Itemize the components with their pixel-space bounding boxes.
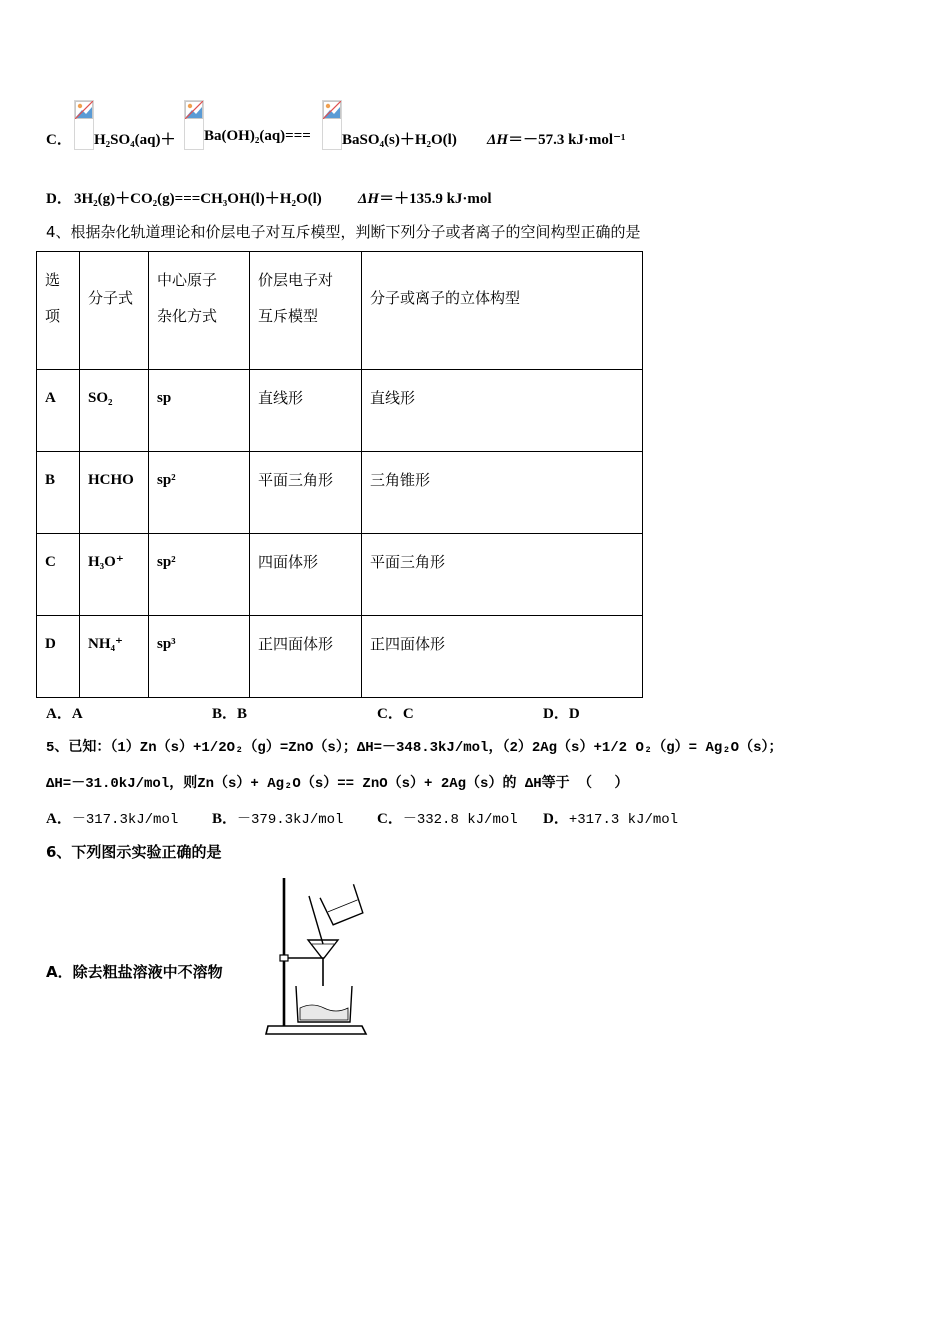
choice-letter: B． (212, 811, 238, 827)
cell-option: B (37, 452, 80, 534)
table-row (37, 452, 643, 534)
header-line: 项 (45, 307, 61, 325)
q6-option-a: A．除去粗盐溶液中不溶物 (46, 963, 223, 981)
table-row (37, 370, 643, 452)
q4-answer-b: B．B (212, 706, 248, 722)
choice-value: －317.3kJ/mol (71, 812, 179, 828)
cell-option: C (37, 534, 80, 616)
cell-vsepr: 平面三角形 (250, 452, 362, 534)
cell-hybridization: sp³ (149, 616, 250, 698)
q4-table (36, 251, 643, 698)
header-line: 中心原子 (157, 271, 218, 289)
cell-hybridization: sp² (149, 534, 250, 616)
q4-answer-d: D．D (543, 706, 580, 722)
table-header-row (37, 252, 643, 370)
option-d-enthalpy (358, 187, 492, 208)
cell-formula: H₃O⁺ (80, 534, 149, 616)
cell-shape: 平面三角形 (362, 534, 643, 616)
choice-letter: C． (377, 811, 403, 827)
broken-image-2 (184, 100, 204, 150)
header-vsepr (250, 252, 362, 370)
header-line: 选 (45, 271, 61, 289)
cell-vsepr: 直线形 (250, 370, 362, 452)
q5-line-2: ΔH=－31.0kJ/mol，则Zn（s）+ Ag₂O（s）== ZnO（s）+ 2Ag（s）的 ΔH等于 （ ） (46, 776, 629, 792)
q4-answer-c: C．C (377, 706, 414, 722)
cell-shape: 正四面体形 (362, 616, 643, 698)
cell-hybridization: sp² (149, 452, 250, 534)
header-option (37, 252, 80, 370)
delta-h-value: ＝－57.3 kJ·mol⁻¹ (508, 132, 626, 148)
choice-value: －332.8 kJ/mol (402, 812, 518, 828)
delta-h-label: ΔH (487, 132, 509, 148)
header-line: 价层电子对 (258, 271, 334, 289)
cell-vsepr: 正四面体形 (250, 616, 362, 698)
option-d-equation: 3H₂(g)＋CO₂(g)===CH₃OH(l)＋H₂O(l) (74, 191, 322, 207)
delta-h-label: ΔH (358, 191, 380, 207)
cell-option: A (37, 370, 80, 452)
table-row (37, 616, 643, 698)
broken-image-icon (75, 101, 93, 119)
q6-stem: 6、下列图示实验正确的是 (46, 843, 222, 861)
delta-h-value: ＝＋135.9 kJ·mol (379, 191, 492, 207)
choice-letter: A． (46, 811, 72, 827)
choice-letter: D． (543, 811, 569, 827)
option-c-enthalpy (487, 128, 626, 149)
cell-vsepr: 四面体形 (250, 534, 362, 616)
q4-answer-a: A．A (46, 706, 83, 722)
header-line: 杂化方式 (157, 307, 218, 325)
choice-value: +317.3 kJ/mol (568, 812, 679, 828)
option-c-products: BaSO₄(s)＋H₂O(l) (342, 132, 457, 148)
q5-line-1: 5、已知：（1）Zn（s）+1/2O₂（g）=ZnO（s）；ΔH=－348.3kJ/mol，（2）2Ag（s）+1/2 O₂（g）= Ag₂O（s）； (46, 740, 783, 756)
header-formula: 分子式 (80, 252, 149, 370)
choice-value: －379.3kJ/mol (237, 812, 344, 828)
broken-image-3 (322, 100, 342, 150)
table-row (37, 534, 643, 616)
cell-shape: 直线形 (362, 370, 643, 452)
cell-formula: HCHO (80, 452, 149, 534)
header-shape: 分子或离子的立体构型 (362, 252, 643, 370)
q5-choice-d (543, 807, 678, 828)
q5-choice-b (212, 807, 343, 828)
broken-image-icon (185, 101, 203, 119)
cell-shape: 三角锥形 (362, 452, 643, 534)
cell-hybridization: sp (149, 370, 250, 452)
option-c-base: Ba(OH)₂(aq)=== (204, 128, 311, 144)
header-hybridization (149, 252, 250, 370)
option-c-letter: C． (46, 132, 72, 148)
filtration-apparatus-diagram (262, 874, 372, 1040)
q5-choice-a (46, 807, 178, 828)
cell-formula: SO₂ (80, 370, 149, 452)
cell-option: D (37, 616, 80, 698)
option-c-acid: H₂SO₄(aq)＋ (94, 132, 176, 148)
broken-image-1 (74, 100, 94, 150)
q5-choice-c (377, 807, 518, 828)
option-d-letter: D． (46, 191, 72, 207)
q4-stem: 4、根据杂化轨道理论和价层电子对互斥模型，判断下列分子或者离子的空间构型正确的是 (46, 223, 641, 241)
header-line: 互斥模型 (258, 307, 319, 325)
cell-formula: NH₄⁺ (80, 616, 149, 698)
broken-image-icon (323, 101, 341, 119)
